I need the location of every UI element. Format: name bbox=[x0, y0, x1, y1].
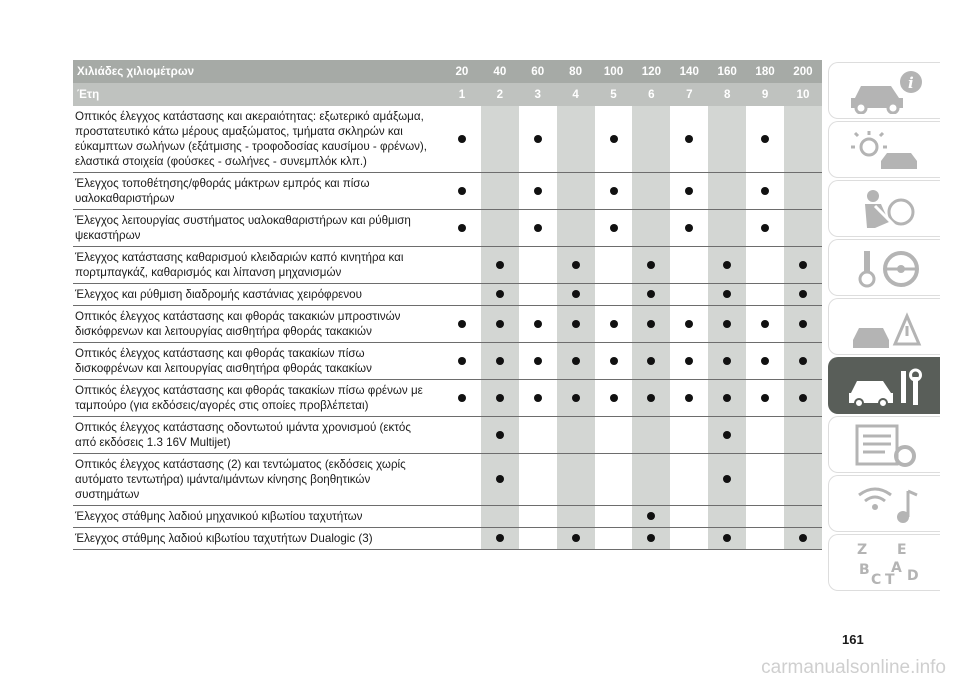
interval-cell bbox=[519, 173, 557, 210]
check-dot bbox=[458, 357, 466, 365]
header-cell: 3 bbox=[519, 83, 557, 106]
page-number: 161 bbox=[842, 632, 864, 647]
table-row bbox=[73, 106, 822, 173]
table-row bbox=[73, 173, 822, 210]
interval-cell bbox=[784, 417, 822, 454]
interval-cell bbox=[670, 506, 708, 528]
years-header-row bbox=[73, 83, 822, 106]
check-dot bbox=[685, 357, 693, 365]
check-dot bbox=[761, 320, 769, 328]
check-dot bbox=[723, 261, 731, 269]
check-dot bbox=[496, 261, 504, 269]
index-letter: Z bbox=[856, 541, 867, 558]
interval-cell bbox=[481, 173, 519, 210]
header-cell: 2 bbox=[481, 83, 519, 106]
interval-cell bbox=[481, 247, 519, 284]
interval-cell bbox=[443, 380, 481, 417]
interval-cell bbox=[632, 210, 670, 247]
check-dot bbox=[723, 394, 731, 402]
interval-cell bbox=[481, 306, 519, 343]
interval-cell bbox=[632, 106, 670, 173]
interval-cell bbox=[632, 173, 670, 210]
check-dot bbox=[458, 224, 466, 232]
interval-cell bbox=[557, 343, 595, 380]
car-info-icon bbox=[843, 68, 927, 114]
interval-cell bbox=[481, 506, 519, 528]
svg-text:i: i bbox=[907, 73, 914, 92]
interval-cell bbox=[557, 380, 595, 417]
check-dot bbox=[723, 290, 731, 298]
interval-cell bbox=[481, 528, 519, 550]
check-dot bbox=[685, 224, 693, 232]
interval-cell bbox=[708, 173, 746, 210]
check-dot bbox=[534, 135, 542, 143]
chapter-tab[interactable] bbox=[828, 180, 940, 237]
index-letter: D bbox=[906, 567, 919, 584]
check-dot bbox=[761, 135, 769, 143]
check-dot bbox=[496, 475, 504, 483]
header-cell: 140 bbox=[670, 60, 708, 83]
check-dot bbox=[572, 320, 580, 328]
interval-cell bbox=[443, 284, 481, 306]
interval-cell bbox=[557, 306, 595, 343]
operation-label: Οπτικός έλεγχος κατάστασης οδοντωτού ιμάντα χρονισμού (εκτός από εκδόσεις 1.3 16V Multijet) bbox=[73, 417, 443, 454]
interval-cell bbox=[746, 247, 784, 284]
interval-cell bbox=[670, 247, 708, 284]
interval-cell bbox=[746, 417, 784, 454]
interval-cell bbox=[481, 284, 519, 306]
check-dot bbox=[572, 357, 580, 365]
check-dot bbox=[496, 394, 504, 402]
check-dot bbox=[610, 320, 618, 328]
chapter-tab[interactable] bbox=[828, 62, 940, 119]
header-cell: 100 bbox=[595, 60, 633, 83]
check-dot bbox=[685, 394, 693, 402]
check-dot bbox=[458, 135, 466, 143]
operation-label: Έλεγχος λειτουργίας συστήματος υαλοκαθαριστήρων και ρύθμιση ψεκαστήρων bbox=[73, 210, 443, 247]
index-letter: C bbox=[870, 571, 881, 586]
chapter-sidebar bbox=[828, 62, 940, 593]
interval-cell bbox=[443, 173, 481, 210]
check-dot bbox=[458, 320, 466, 328]
table-row bbox=[73, 528, 822, 550]
interval-cell bbox=[557, 247, 595, 284]
interval-cell bbox=[481, 454, 519, 506]
header-cell: 160 bbox=[708, 60, 746, 83]
operation-label: Οπτικός έλεγχος κατάστασης (2) και τεντώματος (εκδόσεις χωρίς αυτόματο τεντωτήρα) ιμάντα/ιμάντων κίνησης βοηθητικών συστημάτων bbox=[73, 454, 443, 506]
check-dot bbox=[647, 512, 655, 520]
interval-cell bbox=[784, 306, 822, 343]
interval-cell bbox=[784, 380, 822, 417]
chapter-tab[interactable] bbox=[828, 416, 940, 473]
operation-label: Οπτικός έλεγχος κατάστασης και φθοράς τακακίων πίσω δισκοφρένων και λειτουργίας αισθητήρα φθοράς τακακίων bbox=[73, 343, 443, 380]
check-dot bbox=[610, 135, 618, 143]
interval-cell bbox=[784, 528, 822, 550]
maintenance-schedule-table bbox=[73, 60, 822, 550]
interval-cell bbox=[519, 284, 557, 306]
check-dot bbox=[685, 135, 693, 143]
check-dot bbox=[799, 534, 807, 542]
interval-cell bbox=[595, 284, 633, 306]
interval-cell bbox=[708, 343, 746, 380]
check-dot bbox=[572, 394, 580, 402]
interval-cell bbox=[519, 380, 557, 417]
interval-cell bbox=[557, 210, 595, 247]
interval-cell bbox=[708, 106, 746, 173]
interval-cell bbox=[519, 210, 557, 247]
emergency-icon bbox=[843, 304, 927, 350]
interval-cell bbox=[557, 528, 595, 550]
check-dot bbox=[610, 187, 618, 195]
interval-cell bbox=[519, 306, 557, 343]
interval-cell bbox=[670, 306, 708, 343]
interval-cell bbox=[670, 528, 708, 550]
interval-cell bbox=[519, 528, 557, 550]
chapter-tab[interactable] bbox=[828, 121, 940, 178]
chapter-tab[interactable] bbox=[828, 239, 940, 296]
interval-cell bbox=[595, 417, 633, 454]
interval-cell bbox=[595, 343, 633, 380]
interval-cell bbox=[746, 506, 784, 528]
interval-cell bbox=[595, 380, 633, 417]
key-steering-icon bbox=[843, 245, 927, 291]
interval-cell bbox=[443, 343, 481, 380]
table-row bbox=[73, 506, 822, 528]
check-dot bbox=[572, 290, 580, 298]
interval-cell bbox=[632, 247, 670, 284]
header-cell: 40 bbox=[481, 60, 519, 83]
interval-cell bbox=[557, 284, 595, 306]
interval-cell bbox=[595, 173, 633, 210]
header-cell: 8 bbox=[708, 83, 746, 106]
chapter-tab[interactable] bbox=[828, 298, 940, 355]
interval-cell bbox=[443, 210, 481, 247]
interval-cell bbox=[784, 247, 822, 284]
check-dot bbox=[610, 224, 618, 232]
interval-cell bbox=[784, 173, 822, 210]
interval-cell bbox=[632, 343, 670, 380]
interval-cell bbox=[595, 210, 633, 247]
header-cell: 200 bbox=[784, 60, 822, 83]
dashboard-lights-icon bbox=[843, 127, 927, 173]
operation-label: Οπτικός έλεγχος κατάστασης και ακεραιότητας: εξωτερικό αμάξωμα, προστατευτικό κάτω μέρους αμαξώματος, τμήματα σκληρών και εύκαμπτων σωλήνων (εξάτμισης - τροφοδοσίας καυσίμου - φρένων), ελαστικά στοιχεία (φούσκες - σωλήνες - συνεμπλόκ κλπ.) bbox=[73, 106, 443, 173]
check-dot bbox=[685, 320, 693, 328]
check-dot bbox=[496, 290, 504, 298]
technical-data-icon bbox=[843, 422, 927, 468]
safety-airbag-icon bbox=[843, 186, 927, 232]
interval-cell bbox=[595, 528, 633, 550]
interval-cell bbox=[784, 210, 822, 247]
header-cell: 9 bbox=[746, 83, 784, 106]
operation-label: Οπτικός έλεγχος κατάστασης και φθοράς τακακίων πίσω φρένων με ταμπούρο (για εκδόσεις/αγορές στις οποίες προβλέπεται) bbox=[73, 380, 443, 417]
interval-cell bbox=[708, 284, 746, 306]
interval-cell bbox=[519, 106, 557, 173]
interval-cell bbox=[632, 284, 670, 306]
interval-cell bbox=[708, 380, 746, 417]
interval-cell bbox=[443, 528, 481, 550]
maintenance-icon bbox=[843, 363, 927, 409]
interval-cell bbox=[519, 454, 557, 506]
check-dot bbox=[647, 394, 655, 402]
interval-cell bbox=[481, 210, 519, 247]
km-header-row bbox=[73, 60, 822, 83]
interval-cell bbox=[708, 210, 746, 247]
check-dot bbox=[572, 534, 580, 542]
check-dot bbox=[723, 475, 731, 483]
watermark: carmanualsonline.info bbox=[761, 657, 946, 678]
header-cell: 60 bbox=[519, 60, 557, 83]
header-cell: 5 bbox=[595, 83, 633, 106]
interval-cell bbox=[632, 380, 670, 417]
interval-cell bbox=[519, 247, 557, 284]
interval-cell bbox=[519, 417, 557, 454]
header-cell: 6 bbox=[632, 83, 670, 106]
check-dot bbox=[647, 320, 655, 328]
chapter-tab[interactable] bbox=[828, 534, 940, 591]
header-cell: 7 bbox=[670, 83, 708, 106]
interval-cell bbox=[557, 506, 595, 528]
interval-cell bbox=[708, 306, 746, 343]
table-row bbox=[73, 454, 822, 506]
interval-cell bbox=[670, 380, 708, 417]
check-dot bbox=[534, 224, 542, 232]
header-cell: 20 bbox=[443, 60, 481, 83]
header-cell: 1 bbox=[443, 83, 481, 106]
interval-cell bbox=[746, 306, 784, 343]
check-dot bbox=[799, 357, 807, 365]
header-cell: 80 bbox=[557, 60, 595, 83]
check-dot bbox=[647, 534, 655, 542]
interval-cell bbox=[443, 106, 481, 173]
interval-cell bbox=[784, 284, 822, 306]
check-dot bbox=[534, 394, 542, 402]
interval-cell bbox=[481, 343, 519, 380]
check-dot bbox=[496, 357, 504, 365]
check-dot bbox=[458, 394, 466, 402]
interval-cell bbox=[443, 417, 481, 454]
check-dot bbox=[458, 187, 466, 195]
interval-cell bbox=[481, 380, 519, 417]
check-dot bbox=[723, 431, 731, 439]
interval-cell bbox=[595, 247, 633, 284]
check-dot bbox=[761, 394, 769, 402]
table-row bbox=[73, 306, 822, 343]
interval-cell bbox=[632, 306, 670, 343]
interval-cell bbox=[557, 106, 595, 173]
interval-cell bbox=[670, 106, 708, 173]
interval-cell bbox=[595, 306, 633, 343]
interval-cell bbox=[746, 343, 784, 380]
operation-label: Έλεγχος στάθμης λαδιού κιβωτίου ταχυτήτων Dualogic (3) bbox=[73, 528, 443, 550]
check-dot bbox=[610, 357, 618, 365]
interval-cell bbox=[670, 284, 708, 306]
interval-cell bbox=[595, 106, 633, 173]
interval-cell bbox=[746, 173, 784, 210]
check-dot bbox=[572, 261, 580, 269]
interval-cell bbox=[708, 454, 746, 506]
table-row bbox=[73, 247, 822, 284]
check-dot bbox=[799, 394, 807, 402]
interval-cell bbox=[557, 417, 595, 454]
header-label: Χιλιάδες χιλιομέτρων bbox=[73, 60, 443, 83]
interval-cell bbox=[443, 306, 481, 343]
interval-cell bbox=[670, 210, 708, 247]
check-dot bbox=[496, 320, 504, 328]
header-cell: 180 bbox=[746, 60, 784, 83]
interval-cell bbox=[670, 343, 708, 380]
chapter-tab[interactable] bbox=[828, 475, 940, 532]
header-label: Έτη bbox=[73, 83, 443, 106]
interval-cell bbox=[632, 506, 670, 528]
check-dot bbox=[761, 357, 769, 365]
interval-cell bbox=[481, 106, 519, 173]
index-icon bbox=[843, 540, 927, 586]
interval-cell bbox=[557, 173, 595, 210]
check-dot bbox=[799, 261, 807, 269]
check-dot bbox=[723, 534, 731, 542]
operation-label: Έλεγχος τοποθέτησης/φθοράς μάκτρων εμπρός και πίσω υαλοκαθαριστήρων bbox=[73, 173, 443, 210]
interval-cell bbox=[443, 506, 481, 528]
index-letter: T bbox=[884, 571, 895, 586]
interval-cell bbox=[670, 417, 708, 454]
check-dot bbox=[799, 290, 807, 298]
header-cell: 4 bbox=[557, 83, 595, 106]
check-dot bbox=[534, 187, 542, 195]
interval-cell bbox=[746, 454, 784, 506]
operation-label: Έλεγχος κατάστασης καθαρισμού κλειδαριών καπό κινητήρα και πορτμπαγκάζ, καθαρισμός και λίπανση μηχανισμών bbox=[73, 247, 443, 284]
check-dot bbox=[496, 431, 504, 439]
interval-cell bbox=[784, 343, 822, 380]
interval-cell bbox=[519, 506, 557, 528]
check-dot bbox=[647, 290, 655, 298]
interval-cell bbox=[784, 506, 822, 528]
table-row bbox=[73, 417, 822, 454]
interval-cell bbox=[708, 247, 746, 284]
interval-cell bbox=[519, 343, 557, 380]
header-cell: 10 bbox=[784, 83, 822, 106]
check-dot bbox=[685, 187, 693, 195]
operation-label: Έλεγχος στάθμης λαδιού μηχανικού κιβωτίου ταχυτήτων bbox=[73, 506, 443, 528]
check-dot bbox=[799, 320, 807, 328]
header-cell: 120 bbox=[632, 60, 670, 83]
interval-cell bbox=[708, 528, 746, 550]
interval-cell bbox=[708, 417, 746, 454]
index-letter: A bbox=[890, 559, 902, 576]
check-dot bbox=[647, 357, 655, 365]
interval-cell bbox=[784, 454, 822, 506]
interval-cell bbox=[557, 454, 595, 506]
interval-cell bbox=[595, 454, 633, 506]
interval-cell bbox=[746, 528, 784, 550]
interval-cell bbox=[746, 106, 784, 173]
interval-cell bbox=[595, 506, 633, 528]
table-row bbox=[73, 210, 822, 247]
interval-cell bbox=[632, 528, 670, 550]
interval-cell bbox=[746, 210, 784, 247]
table-row bbox=[73, 380, 822, 417]
check-dot bbox=[647, 261, 655, 269]
operation-label: Έλεγχος και ρύθμιση διαδρομής καστάνιας χειρόφρενου bbox=[73, 284, 443, 306]
interval-cell bbox=[632, 417, 670, 454]
interval-cell bbox=[481, 417, 519, 454]
interval-cell bbox=[746, 380, 784, 417]
interval-cell bbox=[443, 454, 481, 506]
index-letter: E bbox=[896, 541, 907, 558]
interval-cell bbox=[784, 106, 822, 173]
chapter-tab[interactable] bbox=[828, 357, 940, 414]
check-dot bbox=[610, 394, 618, 402]
table-row bbox=[73, 343, 822, 380]
check-dot bbox=[534, 320, 542, 328]
check-dot bbox=[496, 534, 504, 542]
interval-cell bbox=[632, 454, 670, 506]
check-dot bbox=[761, 187, 769, 195]
interval-cell bbox=[708, 506, 746, 528]
operation-label: Οπτικός έλεγχος κατάστασης και φθοράς τακακιών μπροστινών δισκόφρενων και λειτουργίας αισθητήρα φθοράς τακακιών bbox=[73, 306, 443, 343]
multimedia-icon bbox=[843, 481, 927, 527]
index-letter: B bbox=[858, 561, 870, 578]
interval-cell bbox=[746, 284, 784, 306]
interval-cell bbox=[670, 454, 708, 506]
check-dot bbox=[723, 320, 731, 328]
interval-cell bbox=[443, 247, 481, 284]
check-dot bbox=[534, 357, 542, 365]
check-dot bbox=[761, 224, 769, 232]
interval-cell bbox=[670, 173, 708, 210]
table-row bbox=[73, 284, 822, 306]
check-dot bbox=[723, 357, 731, 365]
